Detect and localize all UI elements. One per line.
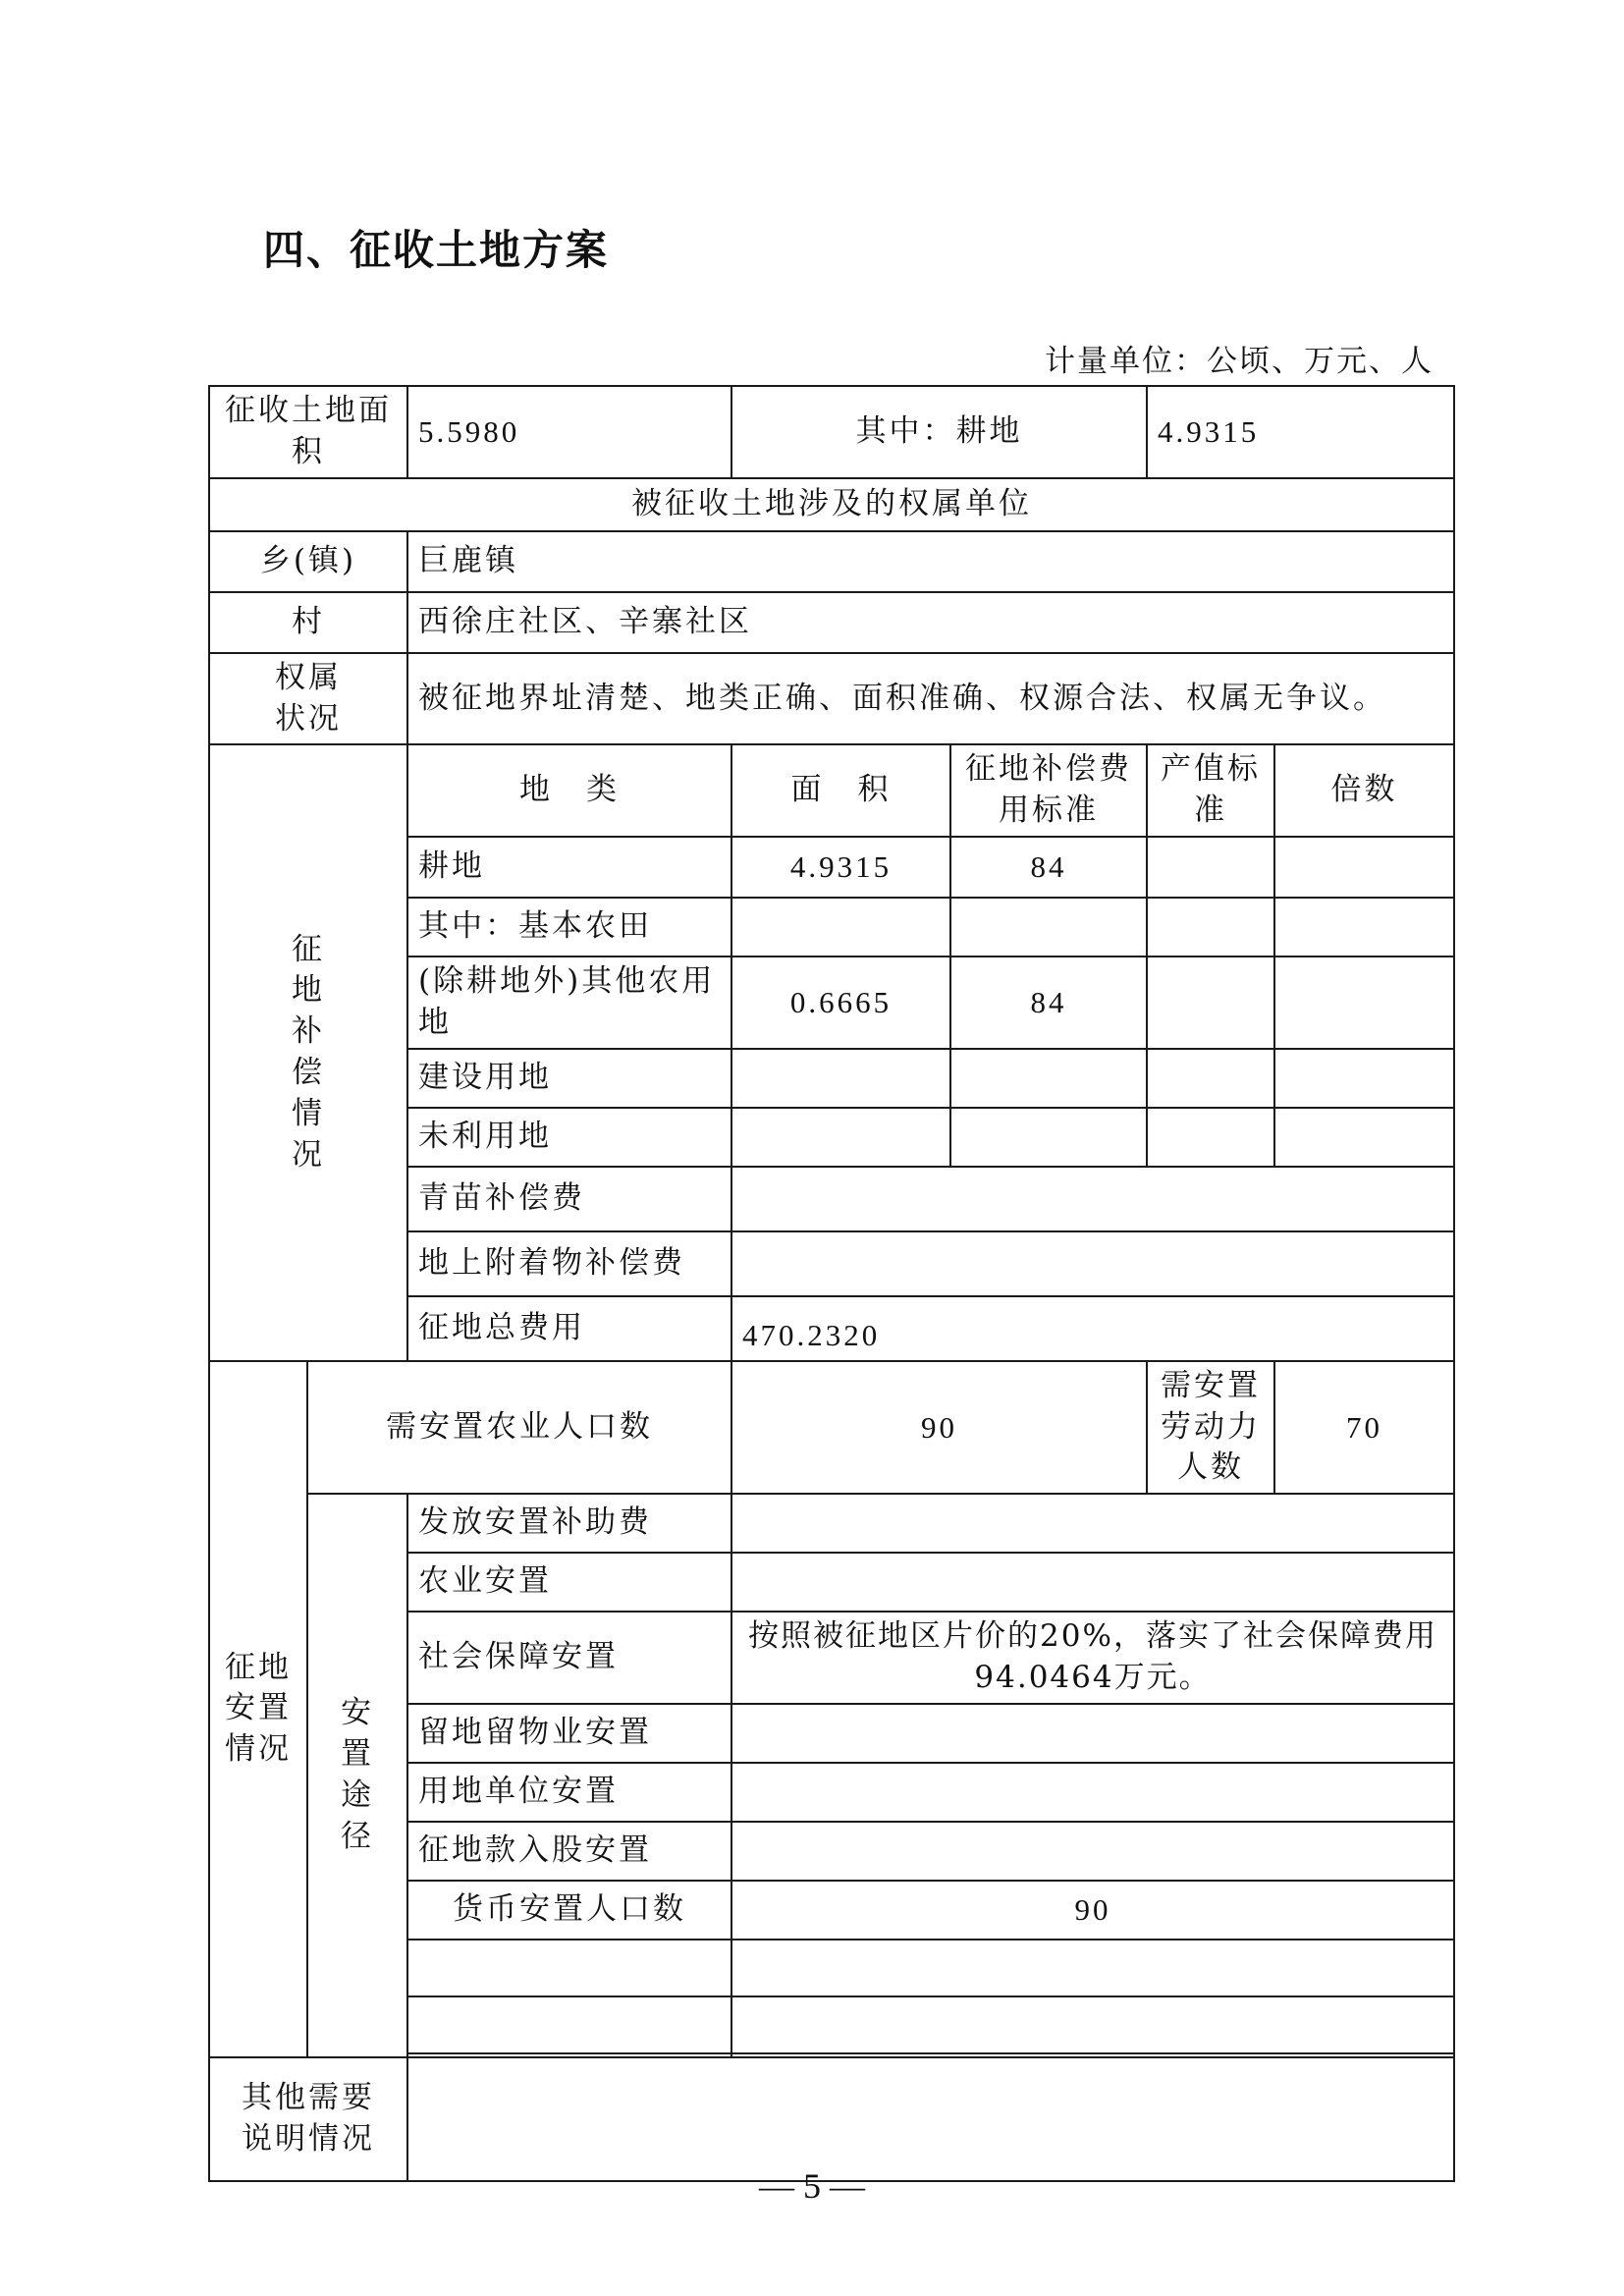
resettlement-way-label: 安 置 途 径 [307, 1494, 407, 2057]
land-type-cell: 未利用地 [407, 1108, 731, 1167]
multiple-cell [1274, 1049, 1454, 1108]
ownership-status-value: 被征地界址清楚、地类正确、面积准确、权源合法、权属无争议。 [407, 653, 1454, 745]
labor-label: 需安置劳动力人数 [1147, 1361, 1274, 1495]
column-output-value: 产值标准 [1147, 744, 1274, 837]
village-value: 西徐庄社区、辛寨社区 [407, 592, 1454, 653]
page-number: — 5 — [759, 2166, 865, 2206]
seedling-fee-value [731, 1167, 1454, 1231]
social-security-value: 按照被征地区片价的20%，落实了社会保障费用94.0464万元。 [731, 1612, 1454, 1704]
total-fee-label: 征地总费用 [407, 1296, 731, 1361]
multiple-cell [1274, 1108, 1454, 1167]
other-notes-label: 其他需要 说明情况 [209, 2057, 407, 2181]
area-cell: 0.6665 [731, 957, 950, 1049]
multiple-cell [1274, 837, 1454, 898]
labor-value: 70 [1274, 1361, 1454, 1495]
area-label: 征收土地面积 [209, 386, 407, 478]
way-value [731, 1822, 1454, 1881]
resettlement-side-label: 征地 安置 情况 [209, 1361, 307, 2057]
way-label: 留地留物业安置 [407, 1704, 731, 1763]
column-multiple: 倍数 [1274, 744, 1454, 837]
output-value-cell [1147, 1049, 1274, 1108]
of-which-label: 其中：耕地 [731, 386, 1147, 478]
output-value-cell [1147, 898, 1274, 957]
other-notes-value [407, 2057, 1454, 2181]
compensation-side-label: 征 地 补 偿 情 况 [209, 744, 407, 1360]
total-fee-value: 470.2320 [731, 1296, 1454, 1361]
way-value [731, 1553, 1454, 1612]
way-value [731, 1996, 1454, 2053]
agri-population-label: 需安置农业人口数 [307, 1361, 731, 1495]
town-value: 巨鹿镇 [407, 531, 1454, 592]
land-acquisition-form [208, 385, 1455, 2182]
way-value: 90 [731, 1881, 1454, 1940]
way-label: 社会保障安置 [407, 1612, 731, 1704]
way-value [731, 1704, 1454, 1763]
agri-population-value: 90 [731, 1361, 1147, 1495]
town-label: 乡(镇) [209, 531, 407, 592]
way-label: 征地款入股安置 [407, 1822, 731, 1881]
area-cell [731, 898, 950, 957]
way-label [407, 1996, 731, 2053]
way-label: 农业安置 [407, 1553, 731, 1612]
way-value [731, 1763, 1454, 1822]
output-value-cell [1147, 837, 1274, 898]
way-label [407, 1940, 731, 1996]
multiple-cell [1274, 898, 1454, 957]
land-type-cell: (除耕地外)其他农用地 [407, 957, 731, 1049]
way-value [731, 1940, 1454, 1996]
ownership-section-title: 被征收土地涉及的权属单位 [209, 478, 1454, 531]
standard-cell: 84 [950, 957, 1147, 1049]
way-value [731, 1494, 1454, 1553]
column-standard: 征地补偿费用标准 [950, 744, 1147, 837]
land-type-cell: 耕地 [407, 837, 731, 898]
land-type-cell: 其中：基本农田 [407, 898, 731, 957]
ownership-status-label: 权属 状况 [209, 653, 407, 745]
multiple-cell [1274, 957, 1454, 1049]
cultivated-value: 4.9315 [1147, 386, 1454, 478]
land-type-cell: 建设用地 [407, 1049, 731, 1108]
seedling-fee-label: 青苗补偿费 [407, 1167, 731, 1231]
output-value-cell [1147, 957, 1274, 1049]
standard-cell [950, 1108, 1147, 1167]
area-cell [731, 1108, 950, 1167]
column-area: 面 积 [731, 744, 950, 837]
standard-cell [950, 898, 1147, 957]
standard-cell [950, 1049, 1147, 1108]
way-label: 用地单位安置 [407, 1763, 731, 1822]
area-cell [731, 1049, 950, 1108]
unit-note: 计量单位：公顷、万元、人 [1045, 344, 1434, 379]
area-value: 5.5980 [407, 386, 731, 478]
way-label: 货币安置人口数 [407, 1881, 731, 1940]
area-cell: 4.9315 [731, 837, 950, 898]
attachment-fee-label: 地上附着物补偿费 [407, 1231, 731, 1296]
attachment-fee-value [731, 1231, 1454, 1296]
standard-cell: 84 [950, 837, 1147, 898]
village-label: 村 [209, 592, 407, 653]
output-value-cell [1147, 1108, 1274, 1167]
page-title: 四、征收土地方案 [263, 226, 610, 274]
column-land-type: 地 类 [407, 744, 731, 837]
way-label: 发放安置补助费 [407, 1494, 731, 1553]
